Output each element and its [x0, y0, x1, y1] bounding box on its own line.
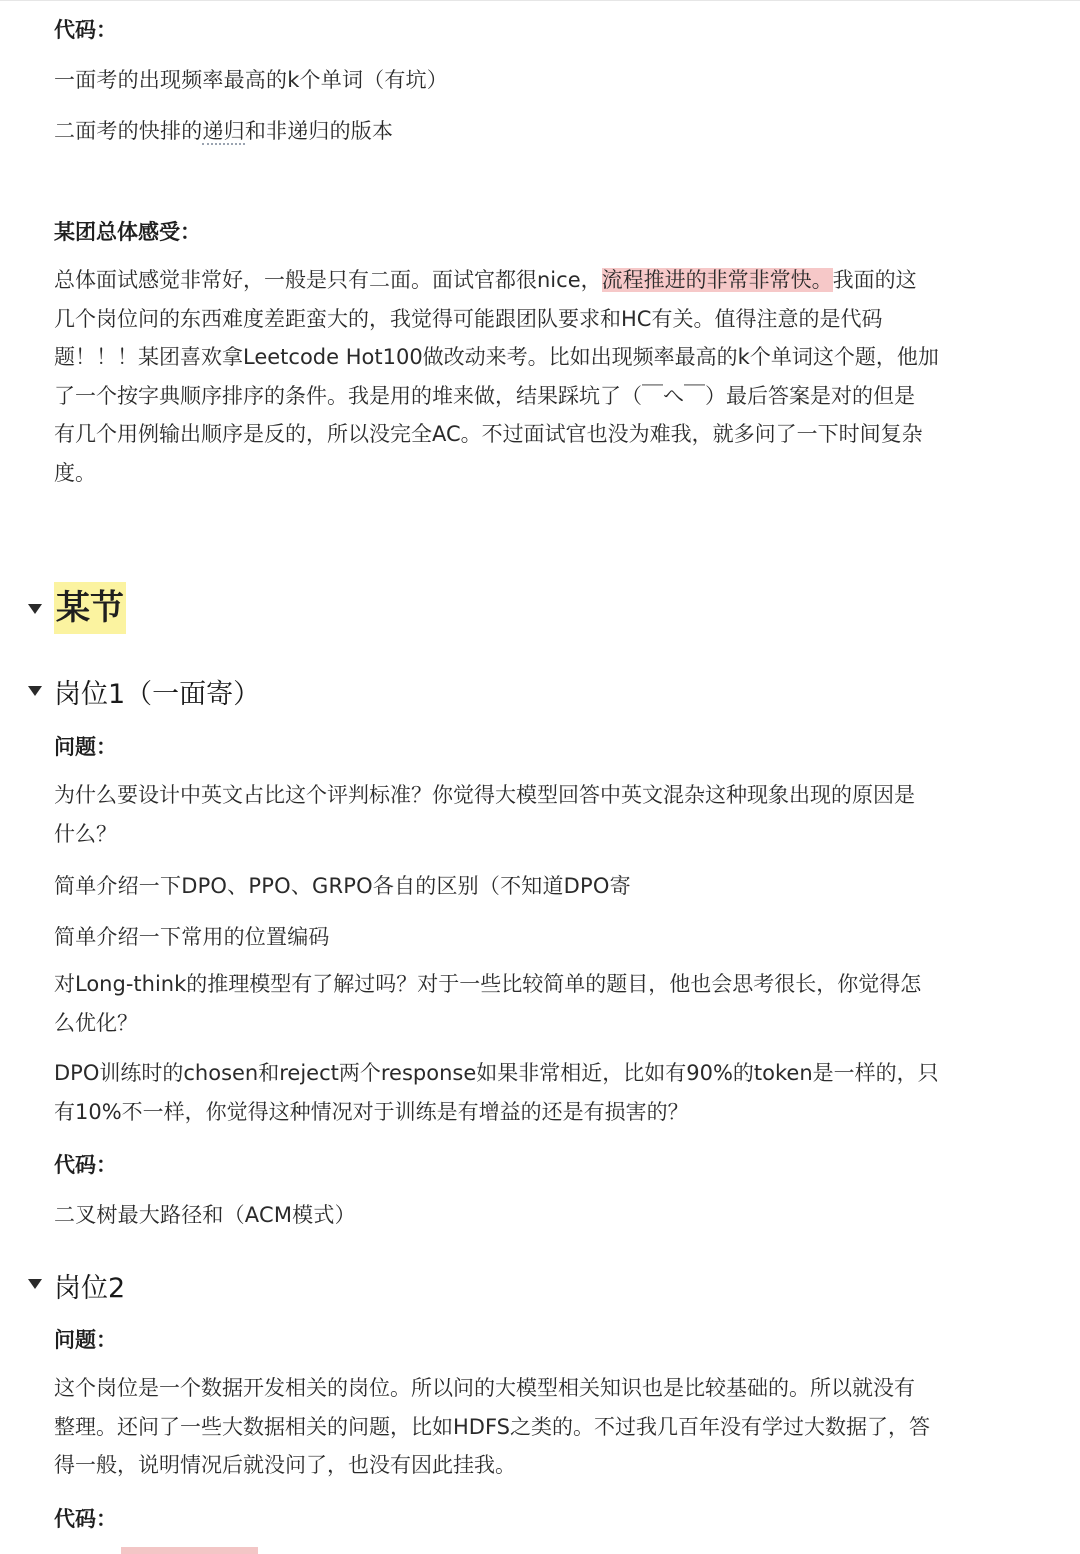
summary-paragraph — [54, 261, 939, 493]
summary-line: 几个岗位问的东西难度差距蛮大的，我觉得可能跟团队要求和HC有关。值得注意的是代码 — [54, 306, 883, 331]
section-heading: 某节 — [54, 582, 126, 634]
code-item-1: 一面考的出现频率最高的k个单词（有坑） — [54, 68, 448, 92]
toggle-triangle-icon[interactable] — [28, 1279, 42, 1289]
job1-q2: 简单介绍一下DPO、PPO、GRPO各自的区别（不知道DPO寄 — [54, 874, 631, 898]
highlighted-text: 流程推进的非常非常快。 — [601, 268, 833, 292]
code-item-2: 二面考的快排的递归和非递归的版本 — [54, 119, 394, 143]
job2-question-label: 问题： — [54, 1328, 117, 1352]
annotated-term[interactable]: 递归 — [202, 119, 245, 143]
toggle-triangle-icon[interactable] — [28, 686, 42, 696]
summary-line: 总体面试感觉非常好，一般是只有二面。面试官都很nice，流程推进的非常非常快。我面的这 — [54, 268, 917, 292]
job1-question-label: 问题： — [54, 735, 117, 759]
job1-q1: 为什么要设计中英文占比这个评判标准？你觉得大模型回答中英文混杂这种现象出现的原因是 什么？ — [54, 783, 915, 846]
summary-line: 了一个按字典顺序排序的条件。我是用的堆来做，结果踩坑了（￣へ￣）最后答案是对的但是 — [54, 383, 915, 408]
job1-code-label: 代码： — [54, 1153, 117, 1177]
job1-heading: 岗位1（一面寄） — [54, 679, 261, 710]
job1-q5: DPO训练时的chosen和reject两个response如果非常相近，比如有90%的token是一样的，只 有10%不一样，你觉得这种情况对于训练是有增益的还是有损害的？ — [54, 1061, 939, 1124]
summary-label: 某团总体感受： — [54, 220, 201, 244]
code-label: 代码： — [54, 18, 117, 42]
job2-heading: 岗位2 — [54, 1273, 126, 1304]
top-divider — [0, 0, 1080, 1]
job1-code-item: 二叉树最大路径和（ACM模式） — [54, 1203, 356, 1227]
toggle-triangle-icon[interactable] — [28, 604, 42, 614]
job2-code-label: 代码： — [54, 1507, 117, 1531]
summary-line: 有几个用例输出顺序是反的，所以没完全AC。不过面试官也没为难我，就多问了一下时间复杂 — [54, 422, 923, 447]
job1-q3: 简单介绍一下常用的位置编码 — [54, 925, 330, 949]
job1-q4: 对Long-think的推理模型有了解过吗？对于一些比较简单的题目，他也会思考很长，你觉得怎 么优化？ — [54, 972, 922, 1035]
job2-text: 这个岗位是一个数据开发相关的岗位。所以问的大模型相关知识也是比较基础的。所以就没有 整理。还问了一些大数据相关的问题，比如HDFS之类的。不过我几百年没有学过大数据了，答 得一般，说明情况后就没问了，也没有因此挂我。 — [54, 1376, 930, 1478]
highlight-fragment — [121, 1547, 258, 1554]
summary-line: 题！！！某团喜欢拿Leetcode Hot100做改动来考。比如出现频率最高的k个单词这个题，他加 — [54, 345, 939, 370]
summary-line: 度。 — [54, 460, 96, 485]
